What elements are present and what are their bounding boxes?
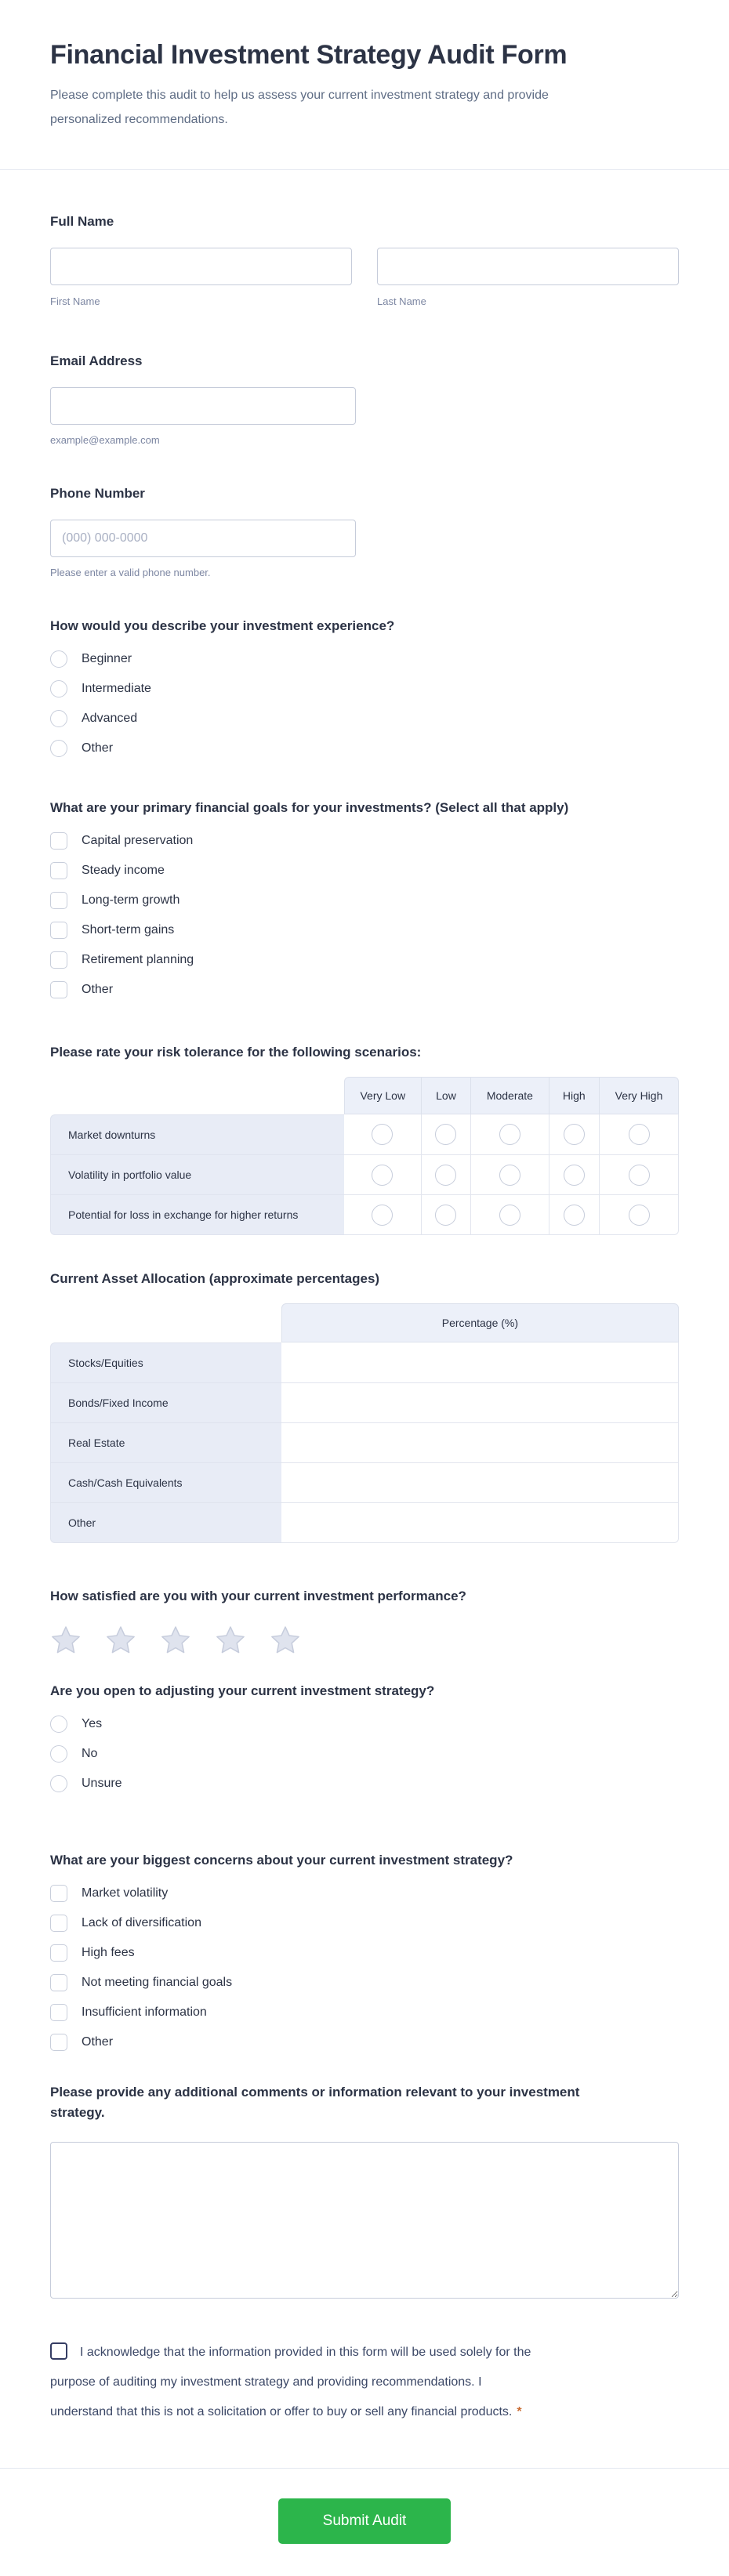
option-label: Market volatility: [82, 1886, 169, 1900]
field-email: [50, 353, 679, 446]
option-label: Other: [82, 983, 114, 996]
checkbox-icon[interactable]: [50, 2004, 67, 2021]
allocation-label: Current Asset Allocation (approximate percentages): [50, 1271, 380, 1286]
allocation-corner-cell: [50, 1303, 281, 1342]
field-acknowledgment: [50, 2338, 536, 2427]
star-icon[interactable]: [270, 1625, 301, 1655]
matrix-radio-button[interactable]: [435, 1165, 456, 1186]
matrix-radio-button[interactable]: [564, 1124, 585, 1145]
matrix-radio-button[interactable]: [564, 1205, 585, 1226]
field-full-name: [50, 213, 679, 307]
risk-matrix-grid: [50, 1077, 679, 1235]
option-label: Yes: [82, 1717, 103, 1730]
checkbox-option[interactable]: [50, 2004, 679, 2021]
risk-cell: [471, 1114, 549, 1155]
risk-cell: [471, 1195, 549, 1235]
option-label: High fees: [82, 1946, 135, 1959]
risk-cell: [549, 1195, 600, 1235]
field-allocation: [50, 1270, 679, 1543]
risk-column-header: High: [549, 1077, 600, 1114]
checkbox-icon[interactable]: [50, 981, 67, 998]
first-name-sublabel: First Name: [50, 295, 100, 307]
concerns-question: What are your biggest concerns about your current investment strategy?: [50, 1853, 513, 1868]
field-satisfaction: [50, 1588, 679, 1655]
risk-row-label: Potential for loss in exchange for higher returns: [50, 1195, 344, 1235]
form-body: [0, 213, 729, 2427]
checkbox-option[interactable]: [50, 922, 679, 939]
checkbox-icon[interactable]: [50, 862, 67, 879]
checkbox-icon[interactable]: [50, 892, 67, 909]
field-goals: [50, 799, 679, 998]
risk-cell: [549, 1155, 600, 1195]
goals-options: [50, 832, 679, 998]
checkbox-icon[interactable]: [50, 1915, 67, 1932]
option-label: Retirement planning: [82, 953, 194, 966]
matrix-radio-button[interactable]: [564, 1165, 585, 1186]
risk-cell: [344, 1155, 422, 1195]
allocation-value-cell[interactable]: [281, 1503, 679, 1543]
risk-column-header: Moderate: [471, 1077, 549, 1114]
option-label: Unsure: [82, 1777, 122, 1790]
first-name-input[interactable]: [50, 248, 352, 285]
option-label: Advanced: [82, 712, 138, 725]
matrix-radio-button[interactable]: [499, 1124, 520, 1145]
risk-matrix-table: [50, 1077, 679, 1235]
radio-option[interactable]: [50, 1716, 679, 1733]
option-label: Long-term growth: [82, 893, 180, 907]
checkbox-icon[interactable]: [50, 1974, 67, 1991]
comments-question: Please provide any additional comments or information relevant to your investment strategy.: [50, 2085, 580, 2120]
checkbox-icon[interactable]: [50, 832, 67, 850]
phone-label: Phone Number: [50, 486, 145, 501]
allocation-column-header: Percentage (%): [281, 1303, 679, 1342]
form-title: Financial Investment Strategy Audit Form: [50, 40, 568, 70]
risk-cell: [600, 1114, 679, 1155]
allocation-value-cell[interactable]: [281, 1423, 679, 1463]
allocation-row-label: Bonds/Fixed Income: [50, 1383, 281, 1423]
field-adjust: [50, 1683, 679, 1792]
checkbox-option[interactable]: [50, 862, 679, 879]
risk-cell: [471, 1155, 549, 1195]
submit-button[interactable]: Submit Audit: [278, 2498, 451, 2544]
goals-question: What are your primary financial goals for your investments? (Select all that apply): [50, 800, 569, 815]
last-name-group: [377, 248, 679, 307]
option-label: Steady income: [82, 864, 165, 877]
first-name-group: [50, 248, 352, 307]
option-label: Lack of diversification: [82, 1916, 201, 1929]
checkbox-option[interactable]: [50, 832, 679, 850]
matrix-radio-button[interactable]: [629, 1205, 650, 1226]
star-icon[interactable]: [105, 1625, 136, 1655]
checkbox-icon[interactable]: [50, 922, 67, 939]
matrix-radio-button[interactable]: [435, 1124, 456, 1145]
allocation-value-cell[interactable]: [281, 1463, 679, 1503]
star-icon[interactable]: [50, 1625, 82, 1655]
risk-cell: [600, 1195, 679, 1235]
risk-cell: [344, 1114, 422, 1155]
checkbox-option[interactable]: [50, 2034, 679, 2051]
option-label: Other: [82, 2035, 114, 2049]
checkbox-icon[interactable]: [50, 2034, 67, 2051]
full-name-label: Full Name: [50, 214, 114, 229]
radio-button-icon[interactable]: [50, 650, 67, 668]
field-risk-matrix: [50, 1044, 679, 1235]
radio-option[interactable]: [50, 710, 679, 727]
allocation-row-label: Cash/Cash Equivalents: [50, 1463, 281, 1503]
radio-option[interactable]: [50, 1745, 679, 1763]
risk-column-header: Very Low: [344, 1077, 422, 1114]
allocation-value-cell[interactable]: [281, 1342, 679, 1383]
matrix-radio-button[interactable]: [372, 1124, 393, 1145]
risk-cell: [549, 1114, 600, 1155]
email-label: Email Address: [50, 353, 143, 368]
radio-option[interactable]: [50, 740, 679, 757]
checkbox-icon[interactable]: [50, 1885, 67, 1902]
allocation-row-label: Real Estate: [50, 1423, 281, 1463]
option-label: No: [82, 1747, 98, 1760]
option-label: Other: [82, 741, 114, 755]
risk-cell: [422, 1195, 471, 1235]
comments-textarea[interactable]: [50, 2142, 679, 2299]
matrix-radio-button[interactable]: [435, 1205, 456, 1226]
phone-input[interactable]: [50, 520, 356, 557]
acknowledgment-text: I acknowledge that the information provided in this form will be used solely for the purpose of auditing my investment strategy and providing recommendations. I understand that this is not a solicitation or offer to buy or sell any financial products.: [50, 2346, 531, 2418]
checkbox-icon[interactable]: [50, 951, 67, 969]
phone-hint: Please enter a valid phone number.: [50, 567, 211, 578]
star-icon[interactable]: [215, 1625, 246, 1655]
matrix-radio-button[interactable]: [629, 1165, 650, 1186]
field-concerns: [50, 1852, 679, 2051]
radio-button-icon[interactable]: [50, 710, 67, 727]
radio-button-icon[interactable]: [50, 680, 67, 697]
allocation-row-label: Other: [50, 1503, 281, 1543]
risk-column-header: Low: [422, 1077, 471, 1114]
adjust-options: [50, 1716, 679, 1792]
allocation-row-label: Stocks/Equities: [50, 1342, 281, 1383]
checkbox-option[interactable]: [50, 1974, 679, 1991]
checkbox-option[interactable]: [50, 951, 679, 969]
matrix-radio-button[interactable]: [499, 1205, 520, 1226]
submit-row: [0, 2469, 729, 2576]
option-label: Not meeting financial goals: [82, 1976, 233, 1989]
option-label: Capital preservation: [82, 834, 194, 847]
required-asterisk: *: [517, 2405, 522, 2418]
matrix-radio-button[interactable]: [372, 1205, 393, 1226]
checkbox-option[interactable]: [50, 1885, 679, 1902]
allocation-table: [50, 1303, 679, 1543]
radio-option[interactable]: [50, 1775, 679, 1792]
checkbox-icon[interactable]: [50, 1944, 67, 1962]
last-name-input[interactable]: [377, 248, 679, 285]
radio-button-icon[interactable]: [50, 1775, 67, 1792]
radio-button-icon[interactable]: [50, 1745, 67, 1763]
risk-cell: [422, 1155, 471, 1195]
star-rating: [50, 1625, 679, 1655]
email-hint: example@example.com: [50, 434, 160, 446]
radio-option[interactable]: [50, 650, 679, 668]
field-phone: [50, 485, 679, 578]
adjust-question: Are you open to adjusting your current investment strategy?: [50, 1683, 435, 1698]
radio-button-icon[interactable]: [50, 1716, 67, 1733]
matrix-radio-button[interactable]: [499, 1165, 520, 1186]
star-icon[interactable]: [160, 1625, 191, 1655]
last-name-sublabel: Last Name: [377, 295, 426, 307]
checkbox-option[interactable]: [50, 1944, 679, 1962]
radio-button-icon[interactable]: [50, 740, 67, 757]
checkbox-option[interactable]: [50, 892, 679, 909]
risk-corner-cell: [50, 1077, 344, 1114]
risk-cell: [344, 1195, 422, 1235]
full-name-inputs: [50, 248, 679, 307]
risk-column-header: Very High: [600, 1077, 679, 1114]
radio-option[interactable]: [50, 680, 679, 697]
risk-row-label: Volatility in portfolio value: [50, 1155, 344, 1195]
form-header: [0, 0, 729, 170]
allocation-value-cell[interactable]: [281, 1383, 679, 1423]
acknowledgment-checkbox[interactable]: [50, 2342, 67, 2360]
option-label: Insufficient information: [82, 2005, 207, 2019]
matrix-radio-button[interactable]: [629, 1124, 650, 1145]
email-input[interactable]: [50, 387, 356, 425]
experience-question: How would you describe your investment experience?: [50, 618, 395, 633]
risk-row-label: Market downturns: [50, 1114, 344, 1155]
concerns-options: [50, 1885, 679, 2051]
matrix-radio-button[interactable]: [372, 1165, 393, 1186]
risk-cell: [600, 1155, 679, 1195]
checkbox-option[interactable]: [50, 1915, 679, 1932]
field-comments: [50, 2082, 679, 2299]
checkbox-option[interactable]: [50, 981, 679, 998]
risk-cell: [422, 1114, 471, 1155]
experience-options: [50, 650, 679, 757]
option-label: Short-term gains: [82, 923, 175, 937]
risk-question: Please rate your risk tolerance for the following scenarios:: [50, 1045, 422, 1060]
field-experience: [50, 618, 679, 757]
option-label: Beginner: [82, 652, 132, 665]
satisfaction-question: How satisfied are you with your current investment performance?: [50, 1589, 466, 1603]
option-label: Intermediate: [82, 682, 151, 695]
allocation-grid: [50, 1303, 679, 1543]
form-subtitle: Please complete this audit to help us assess your current investment strategy and provide personalized recommendations.: [50, 89, 549, 126]
